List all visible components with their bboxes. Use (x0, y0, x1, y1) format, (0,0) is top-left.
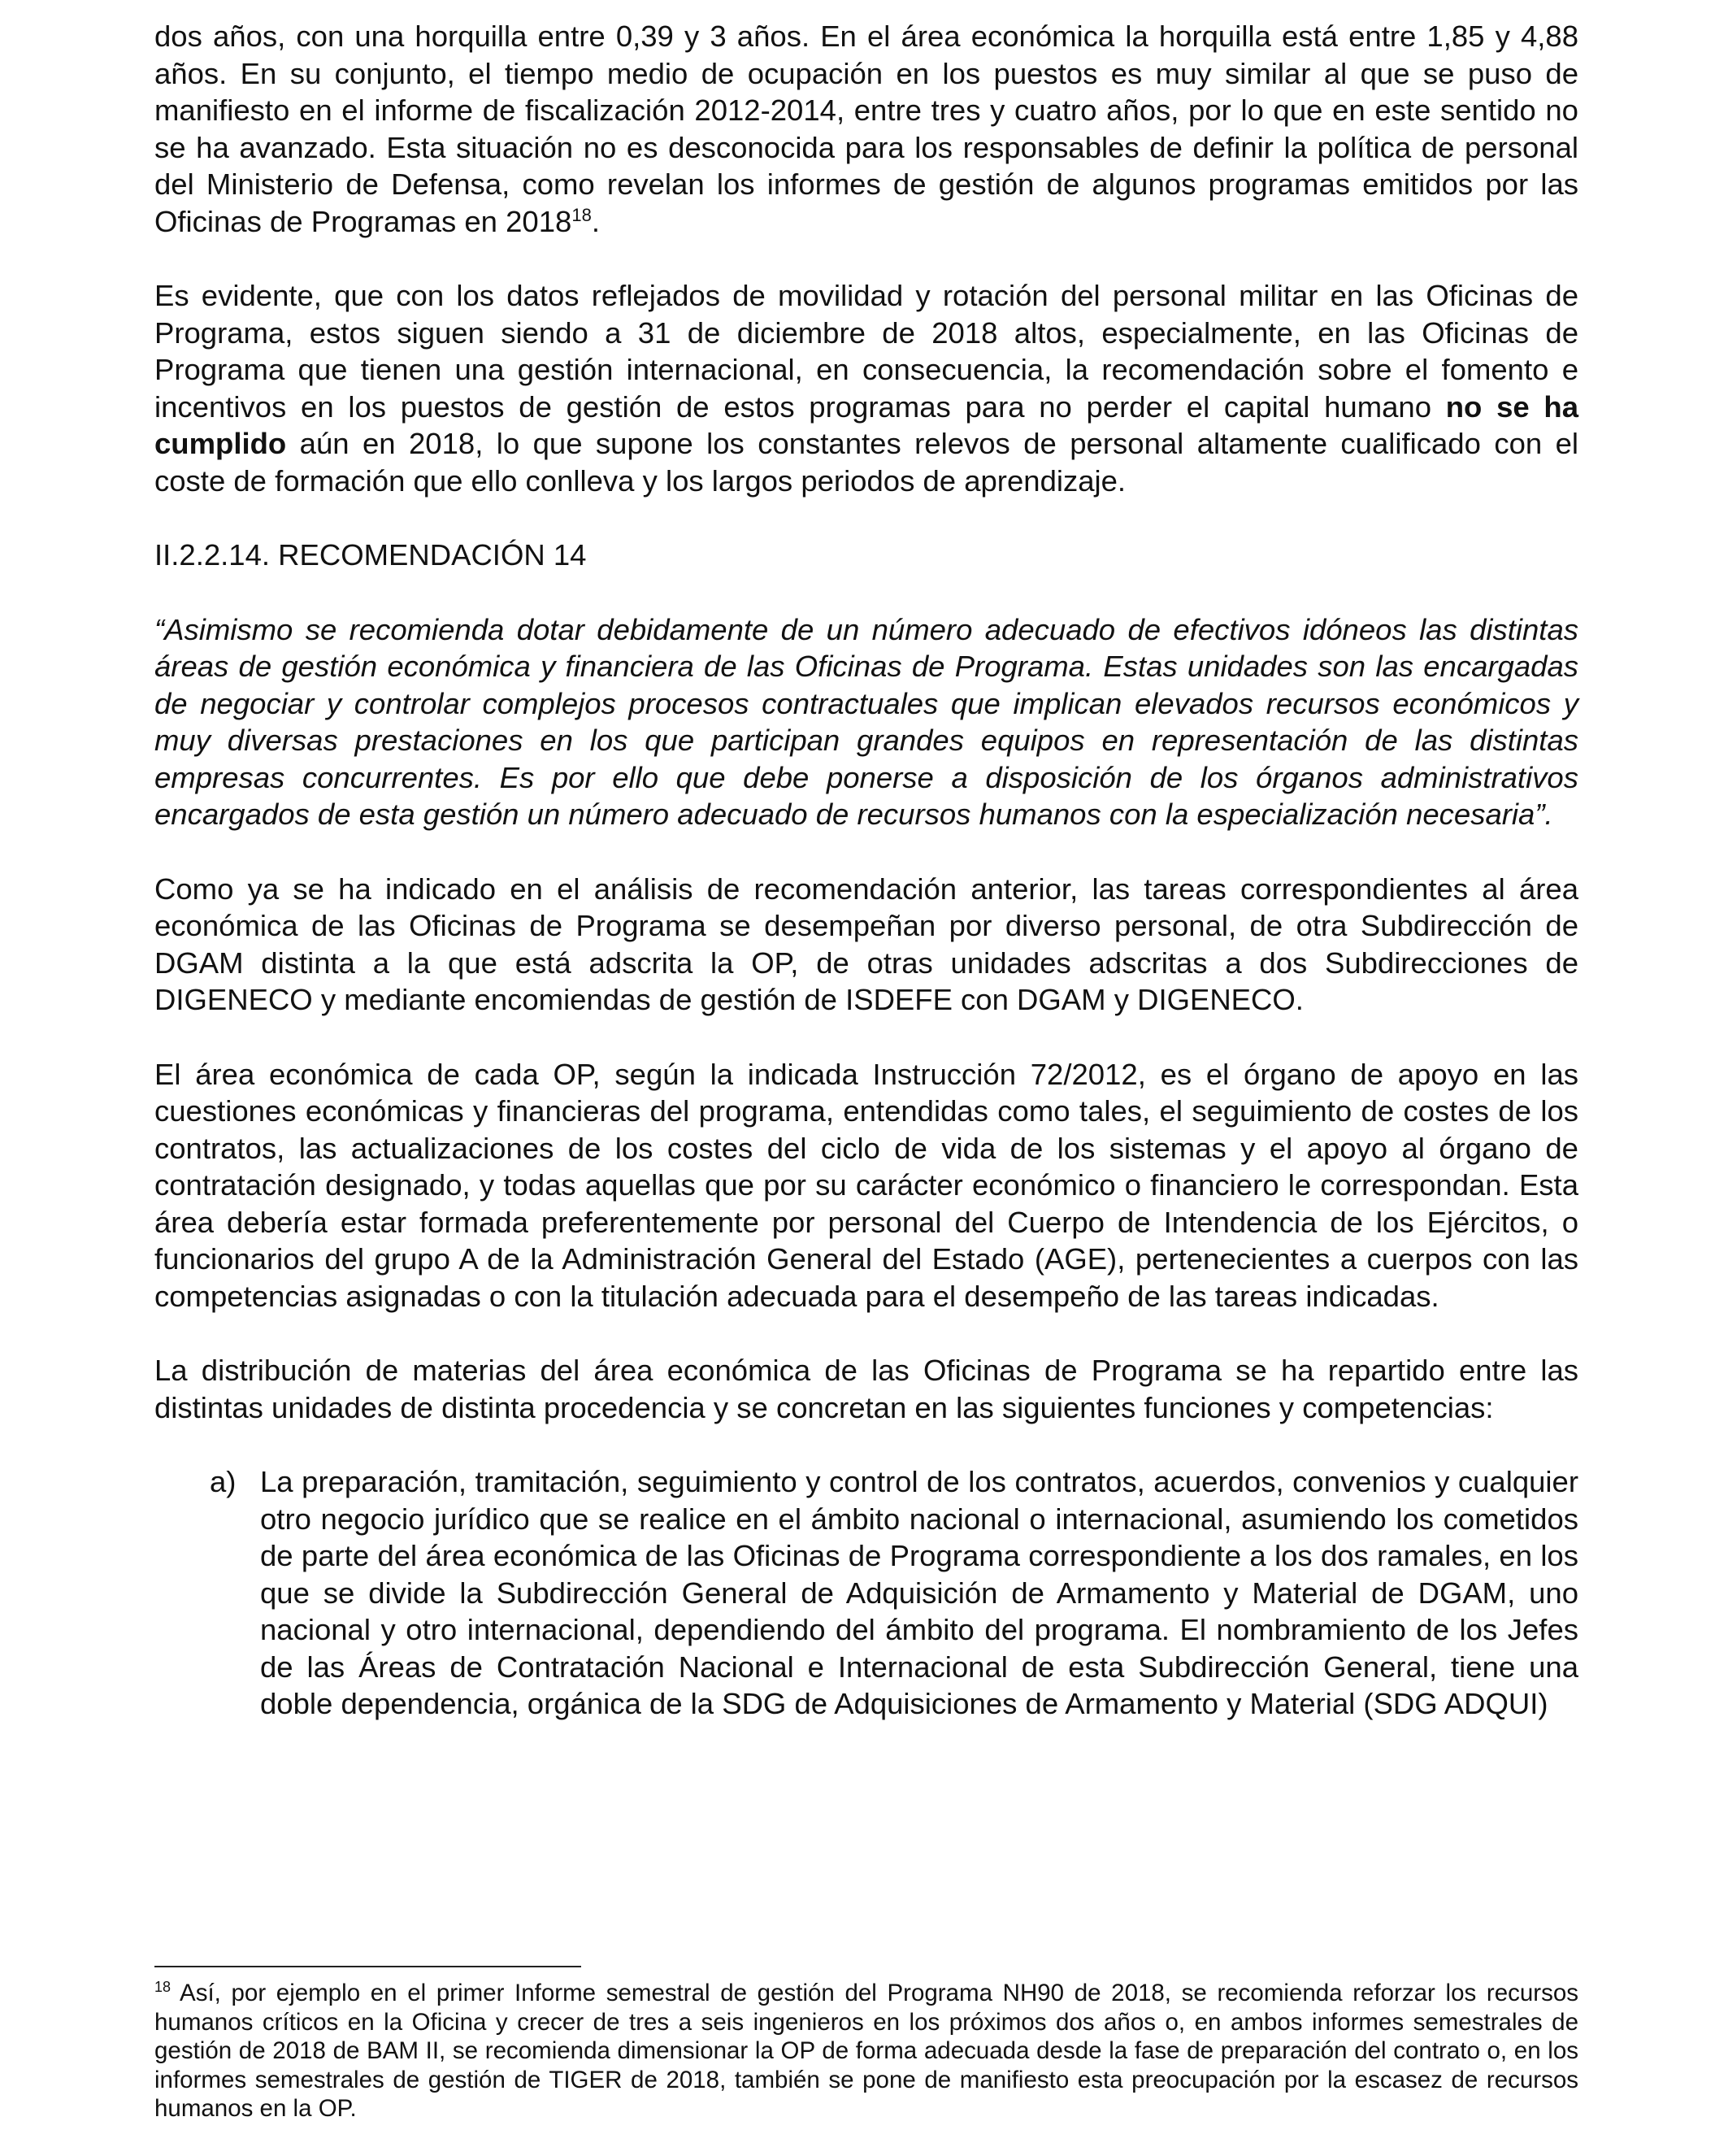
paragraph-text: Es evidente, que con los datos reflejados de movilidad y rotación del personal militar en las Oficinas de Programa, estos siguen siendo a 31 de diciembre de 2018 altos, especialmente, en las Oficinas de Programa que tienen una gestión internacional, en consecuencia, la recomendación sobre el fomento e incentivos en los puestos de gestión de estos programas para no perder el capital humano (154, 279, 1578, 424)
footnote-separator (154, 1966, 581, 1967)
recommendation-quote: “Asimismo se recomienda dotar debidamente de un número adecuado de efectivos idóneos las distintas áreas de gestión económica y financiera de las Oficinas de Programa. Estas unidades son las encargadas de negociar y controlar complejos procesos contractuales que implican elevados recursos económicos y muy diversas prestaciones en los que participan grandes equipos en representación de las distintas empresas concurrentes. Es por ello que debe ponerse a disposición de los órganos administrativos encargados de esta gestión un número adecuado de recursos humanos con la especialización necesaria”. (154, 612, 1578, 831)
footnote-reference[interactable]: 18 (571, 204, 592, 225)
emphasis-not-fulfilled: no se ha cumplido (154, 389, 1578, 460)
footnote-text: Así, por ejemplo en el primer Informe semestral de gestión del Programa NH90 de 2018, se recomienda reforzar los recursos humanos críticos en la Oficina y crecer de tres a seis ingenieros en los próximos dos años o, en ambos informes semestrales de gestión de 2018 de BAM II, se recomienda dimensionar la OP de forma adecuada desde la fase de preparación del contrato o, en los informes semestrales de gestión de TIGER de 2018, también se pone de manifiesto esta preocupación por la escasez de recursos humanos en la OP. (154, 1980, 1578, 2122)
paragraph-end: . (591, 204, 600, 238)
list-marker: a) (210, 1465, 237, 1498)
section-heading: II.2.2.14. RECOMENDACIÓN 14 (154, 538, 587, 572)
paragraph-text: dos años, con una horquilla entre 0,39 y 3 años. En el área económica la horquilla está entre 1,85 y 4,88 años. En su conjunto, el tiempo medio de ocupación en los puestos es muy similar al que se puso de manifiesto en el informe de fiscalización 2012-2014, entre tres y cuatro años, por lo que en este sentido no se ha avanzado. Esta situación no es desconocida para los responsables de definir la política de personal del Ministerio de Defensa, como revelan los informes de gestión de algunos programas emitidos por las Oficinas de Programas en 2018 (154, 20, 1578, 238)
list-item (154, 1463, 1578, 1723)
paragraph-tenure-duration (154, 18, 1578, 240)
paragraph-text-continued: aún en 2018, lo que supone los constantes relevos de personal altamente cualificado con el coste de formación que ello conlleva y los largos periodos de aprendizaje. (154, 427, 1578, 498)
footnote-number: 18 (154, 1979, 171, 1996)
footnote (154, 1979, 1578, 2123)
paragraph-economic-area-staff: Como ya se ha indicado en el análisis de recomendación anterior, las tareas correspondientes al área económica de las Oficinas de Programa se desempeñan por diverso personal, de otra Subdirección de DGAM distinta a la que está adscrita la OP, de otras unidades adscritas a dos Subdirecciones de DIGENECO y mediante encomiendas de gestión de ISDEFE con DGAM y DIGENECO. (154, 872, 1578, 1016)
paragraph-mobility-rotation (154, 277, 1578, 499)
paragraph-distribution: La distribución de materias del área económica de las Oficinas de Programa se ha repartido entre las distintas unidades de distinta procedencia y se concretan en las siguientes funciones y competencias: (154, 1354, 1578, 1424)
list-item-text: La preparación, tramitación, seguimiento y control de los contratos, acuerdos, convenios y cualquier otro negocio jurídico que se realice en el ámbito nacional o internacional, asumiendo los cometidos de parte del área económica de las Oficinas de Programa correspondiente a los dos ramales, en los que se divide la Subdirección General de Adquisición de Armamento y Material de DGAM, uno nacional y otro internacional, dependiendo del ámbito del programa. El nombramiento de los Jefes de las Áreas de Contratación Nacional e Internacional de esta Subdirección General, tiene una doble dependencia, orgánica de la SDG de Adquisiciones de Armamento y Material (SDG ADQUI) (260, 1465, 1578, 1720)
paragraph-economic-area-role: El área económica de cada OP, según la indicada Instrucción 72/2012, es el órgano de apoyo en las cuestiones económicas y financieras del programa, entendidas como tales, el seguimiento de costes de los contratos, las actualizaciones de los costes del ciclo de vida de los sistemas y el apoyo al órgano de contratación designado, y todas aquellas que por su carácter económico o financiero le correspondan. Esta área debería estar formada preferentemente por personal del Cuerpo de Intendencia de los Ejércitos, o funcionarios del grupo A de la Administración General del Estado (AGE), pertenecientes a cuerpos con las competencias asignadas o con la titulación adecuada para el desempeño de las tareas indicadas. (154, 1057, 1578, 1313)
